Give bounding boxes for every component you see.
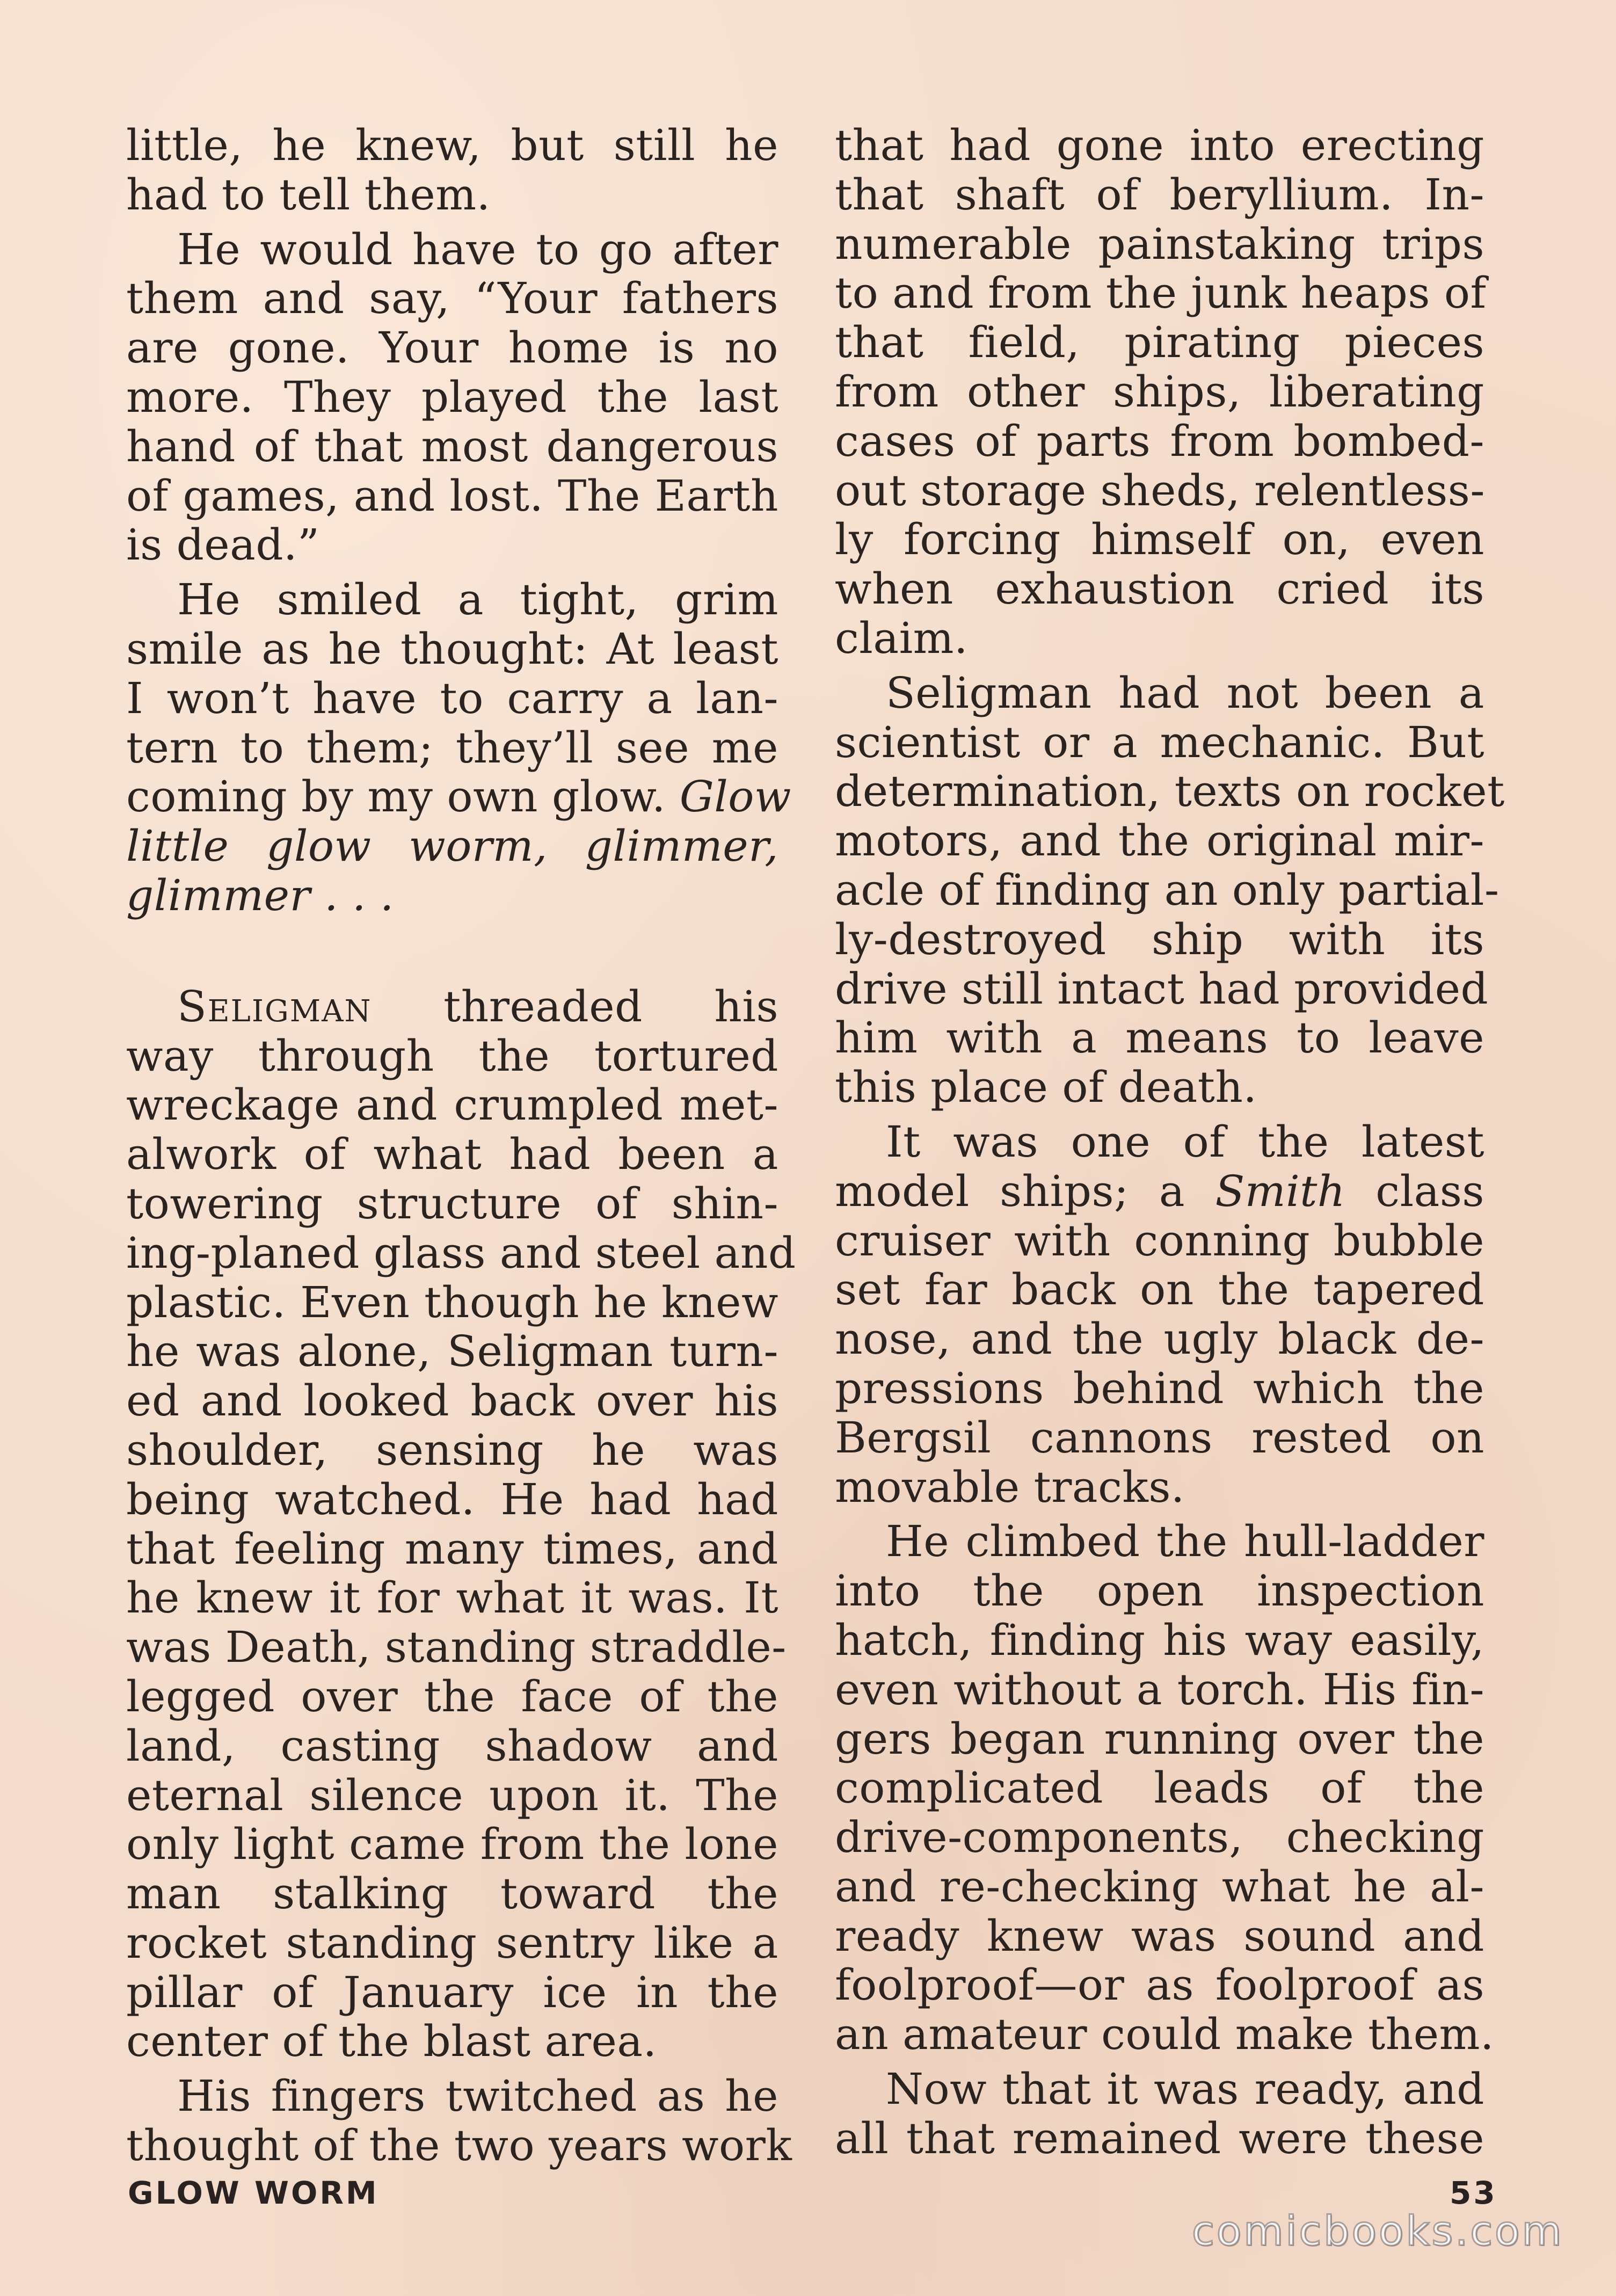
text-line: thought of the two years work xyxy=(126,2120,792,2171)
text-line: eternal silence upon it. The xyxy=(126,1770,778,1820)
paragraph xyxy=(126,575,791,920)
paragraph xyxy=(126,2071,792,2171)
text-line: all that remained were these xyxy=(835,2113,1484,2163)
text-line: alwork of what had been a xyxy=(126,1129,778,1180)
text-line: cruiser with conning bubble xyxy=(835,1215,1484,1266)
text-line: set far back on the tapered xyxy=(835,1265,1484,1315)
text-line: that feeling many times, and xyxy=(126,1523,778,1574)
text-line: I won’t have to carry a lan- xyxy=(126,673,778,723)
text-line: smile as he thought: At least xyxy=(126,623,778,674)
text-line: foolproof—or as foolproof as xyxy=(835,1960,1484,2010)
italic-text: Smith xyxy=(1215,1166,1345,1216)
text-line: gers began running over the xyxy=(835,1713,1484,1764)
text-line: He climbed the hull-ladder xyxy=(886,1516,1484,1567)
paragraph xyxy=(126,225,778,570)
text-line: drive-components, checking xyxy=(835,1812,1484,1863)
text-line: legged over the face of the xyxy=(126,1671,778,1721)
page-number: 53 xyxy=(1450,2175,1497,2211)
text-line: towering structure of shin- xyxy=(126,1178,778,1229)
text-line: plastic. Even though he knew xyxy=(126,1277,778,1327)
paragraph xyxy=(835,2065,1484,2163)
text-line: into the open inspection xyxy=(835,1566,1484,1616)
paragraph xyxy=(835,1117,1484,1512)
left-text-column xyxy=(126,120,796,2171)
text-line: more. They played the last xyxy=(126,372,778,422)
text-line: ly forcing himself on, even xyxy=(835,514,1484,565)
text-line: pressions behind which the xyxy=(835,1363,1484,1413)
text-line: out storage sheds, relentless- xyxy=(835,465,1485,515)
text-line: hatch, finding his way easily, xyxy=(835,1615,1484,1665)
paragraph xyxy=(835,1516,1494,2060)
text-line: He would have to go after xyxy=(177,224,778,274)
text-run: coming by my own glow. xyxy=(126,772,666,822)
text-line: ed and looked back over his xyxy=(126,1376,778,1426)
text-line: them and say, “Your fathers xyxy=(126,273,778,324)
text-line: little, he knew, but still he xyxy=(126,120,778,170)
italic-text: Glow xyxy=(679,772,791,822)
text-line: scientist or a mechanic. But xyxy=(835,717,1484,767)
text-line: is dead.” xyxy=(126,520,320,570)
text-line: him with a means to leave xyxy=(835,1013,1484,1063)
running-footer-title: GLOW WORM xyxy=(128,2175,379,2211)
text-line xyxy=(126,871,778,920)
text-run: model ships; a xyxy=(835,1166,1185,1216)
italic-text: glimmer . . . xyxy=(126,870,394,920)
text-line xyxy=(835,1167,1484,1216)
watermark: comicbooks.com xyxy=(1192,2207,1564,2255)
text-line: ly-destroyed ship with its xyxy=(835,914,1484,964)
text-line: that field, pirating pieces xyxy=(835,317,1484,368)
text-line: to and from the junk heaps of xyxy=(835,268,1487,318)
text-line: that shaft of beryllium. In- xyxy=(835,169,1484,220)
text-line: Seligman had not been a xyxy=(886,667,1484,718)
paragraph xyxy=(835,667,1505,1113)
text-line xyxy=(126,982,778,1031)
text-line: His fingers twitched as he xyxy=(177,2071,778,2121)
text-line: shoulder, sensing he was xyxy=(126,1425,778,1475)
text-line: man stalking toward the xyxy=(126,1869,778,1919)
text-line: numerable painstaking trips xyxy=(835,219,1484,269)
text-line: an amateur could make them. xyxy=(835,2009,1494,2060)
text-line: even without a torch. His fin- xyxy=(835,1664,1484,1714)
italic-text: little glow worm, glimmer, xyxy=(126,821,778,871)
text-line: had to tell them. xyxy=(126,169,491,220)
paragraph xyxy=(126,981,796,2067)
text-line: only light came from the lone xyxy=(126,1819,778,1870)
text-line: this place of death. xyxy=(835,1062,1257,1113)
text-line: wreckage and crumpled met- xyxy=(126,1080,778,1130)
paragraph xyxy=(835,120,1487,663)
text-line: Bergsil cannons rested on xyxy=(835,1412,1484,1463)
text-line: way through the tortured xyxy=(126,1030,778,1081)
text-run: class xyxy=(1375,1166,1484,1216)
text-line: motors, and the original mir- xyxy=(835,816,1484,866)
right-text-column xyxy=(835,120,1505,2163)
text-line: he was alone, Seligman turn- xyxy=(126,1326,778,1377)
text-line: movable tracks. xyxy=(835,1462,1185,1512)
text-line: are gone. Your home is no xyxy=(126,323,778,373)
text-line: being watched. He had had xyxy=(126,1474,778,1524)
text-line: pillar of January ice in the xyxy=(126,1967,778,2017)
text-line: when exhaustion cried its xyxy=(835,564,1484,614)
small-caps-lead: Seligman xyxy=(177,981,372,1031)
text-line: that had gone into erecting xyxy=(835,120,1484,170)
text-line: land, casting shadow and xyxy=(126,1720,778,1771)
text-line: rocket standing sentry like a xyxy=(126,1917,778,1968)
text-line: was Death, standing straddle- xyxy=(126,1622,787,1673)
text-line: claim. xyxy=(835,613,968,663)
text-line: hand of that most dangerous xyxy=(126,421,778,471)
text-run: threaded his xyxy=(443,981,778,1031)
text-line: ing-planed glass and steel and xyxy=(126,1227,796,1278)
text-line: cases of parts from bombed- xyxy=(835,416,1484,466)
text-line: from other ships, liberating xyxy=(835,366,1484,417)
text-line xyxy=(126,772,791,822)
text-line: It was one of the latest xyxy=(886,1116,1484,1167)
text-line xyxy=(126,822,778,871)
paragraph xyxy=(126,121,778,220)
text-line: determination, texts on rocket xyxy=(835,766,1505,817)
text-line: complicated leads of the xyxy=(835,1763,1484,1813)
text-line: He smiled a tight, grim xyxy=(177,575,778,625)
text-line: nose, and the ugly black de- xyxy=(835,1314,1484,1364)
text-line: Now that it was ready, and xyxy=(886,2064,1484,2115)
text-line: ready knew was sound and xyxy=(835,1910,1484,1961)
text-line: he knew it for what it was. It xyxy=(126,1573,778,1623)
text-line: center of the blast area. xyxy=(126,2016,657,2067)
text-line: drive still intact had provided xyxy=(835,963,1489,1014)
text-line: tern to them; they’ll see me xyxy=(126,722,778,773)
text-line: acle of finding an only partial- xyxy=(835,864,1499,915)
text-line: of games, and lost. The Earth xyxy=(126,470,778,521)
text-line: and re-checking what he al- xyxy=(835,1861,1484,1912)
